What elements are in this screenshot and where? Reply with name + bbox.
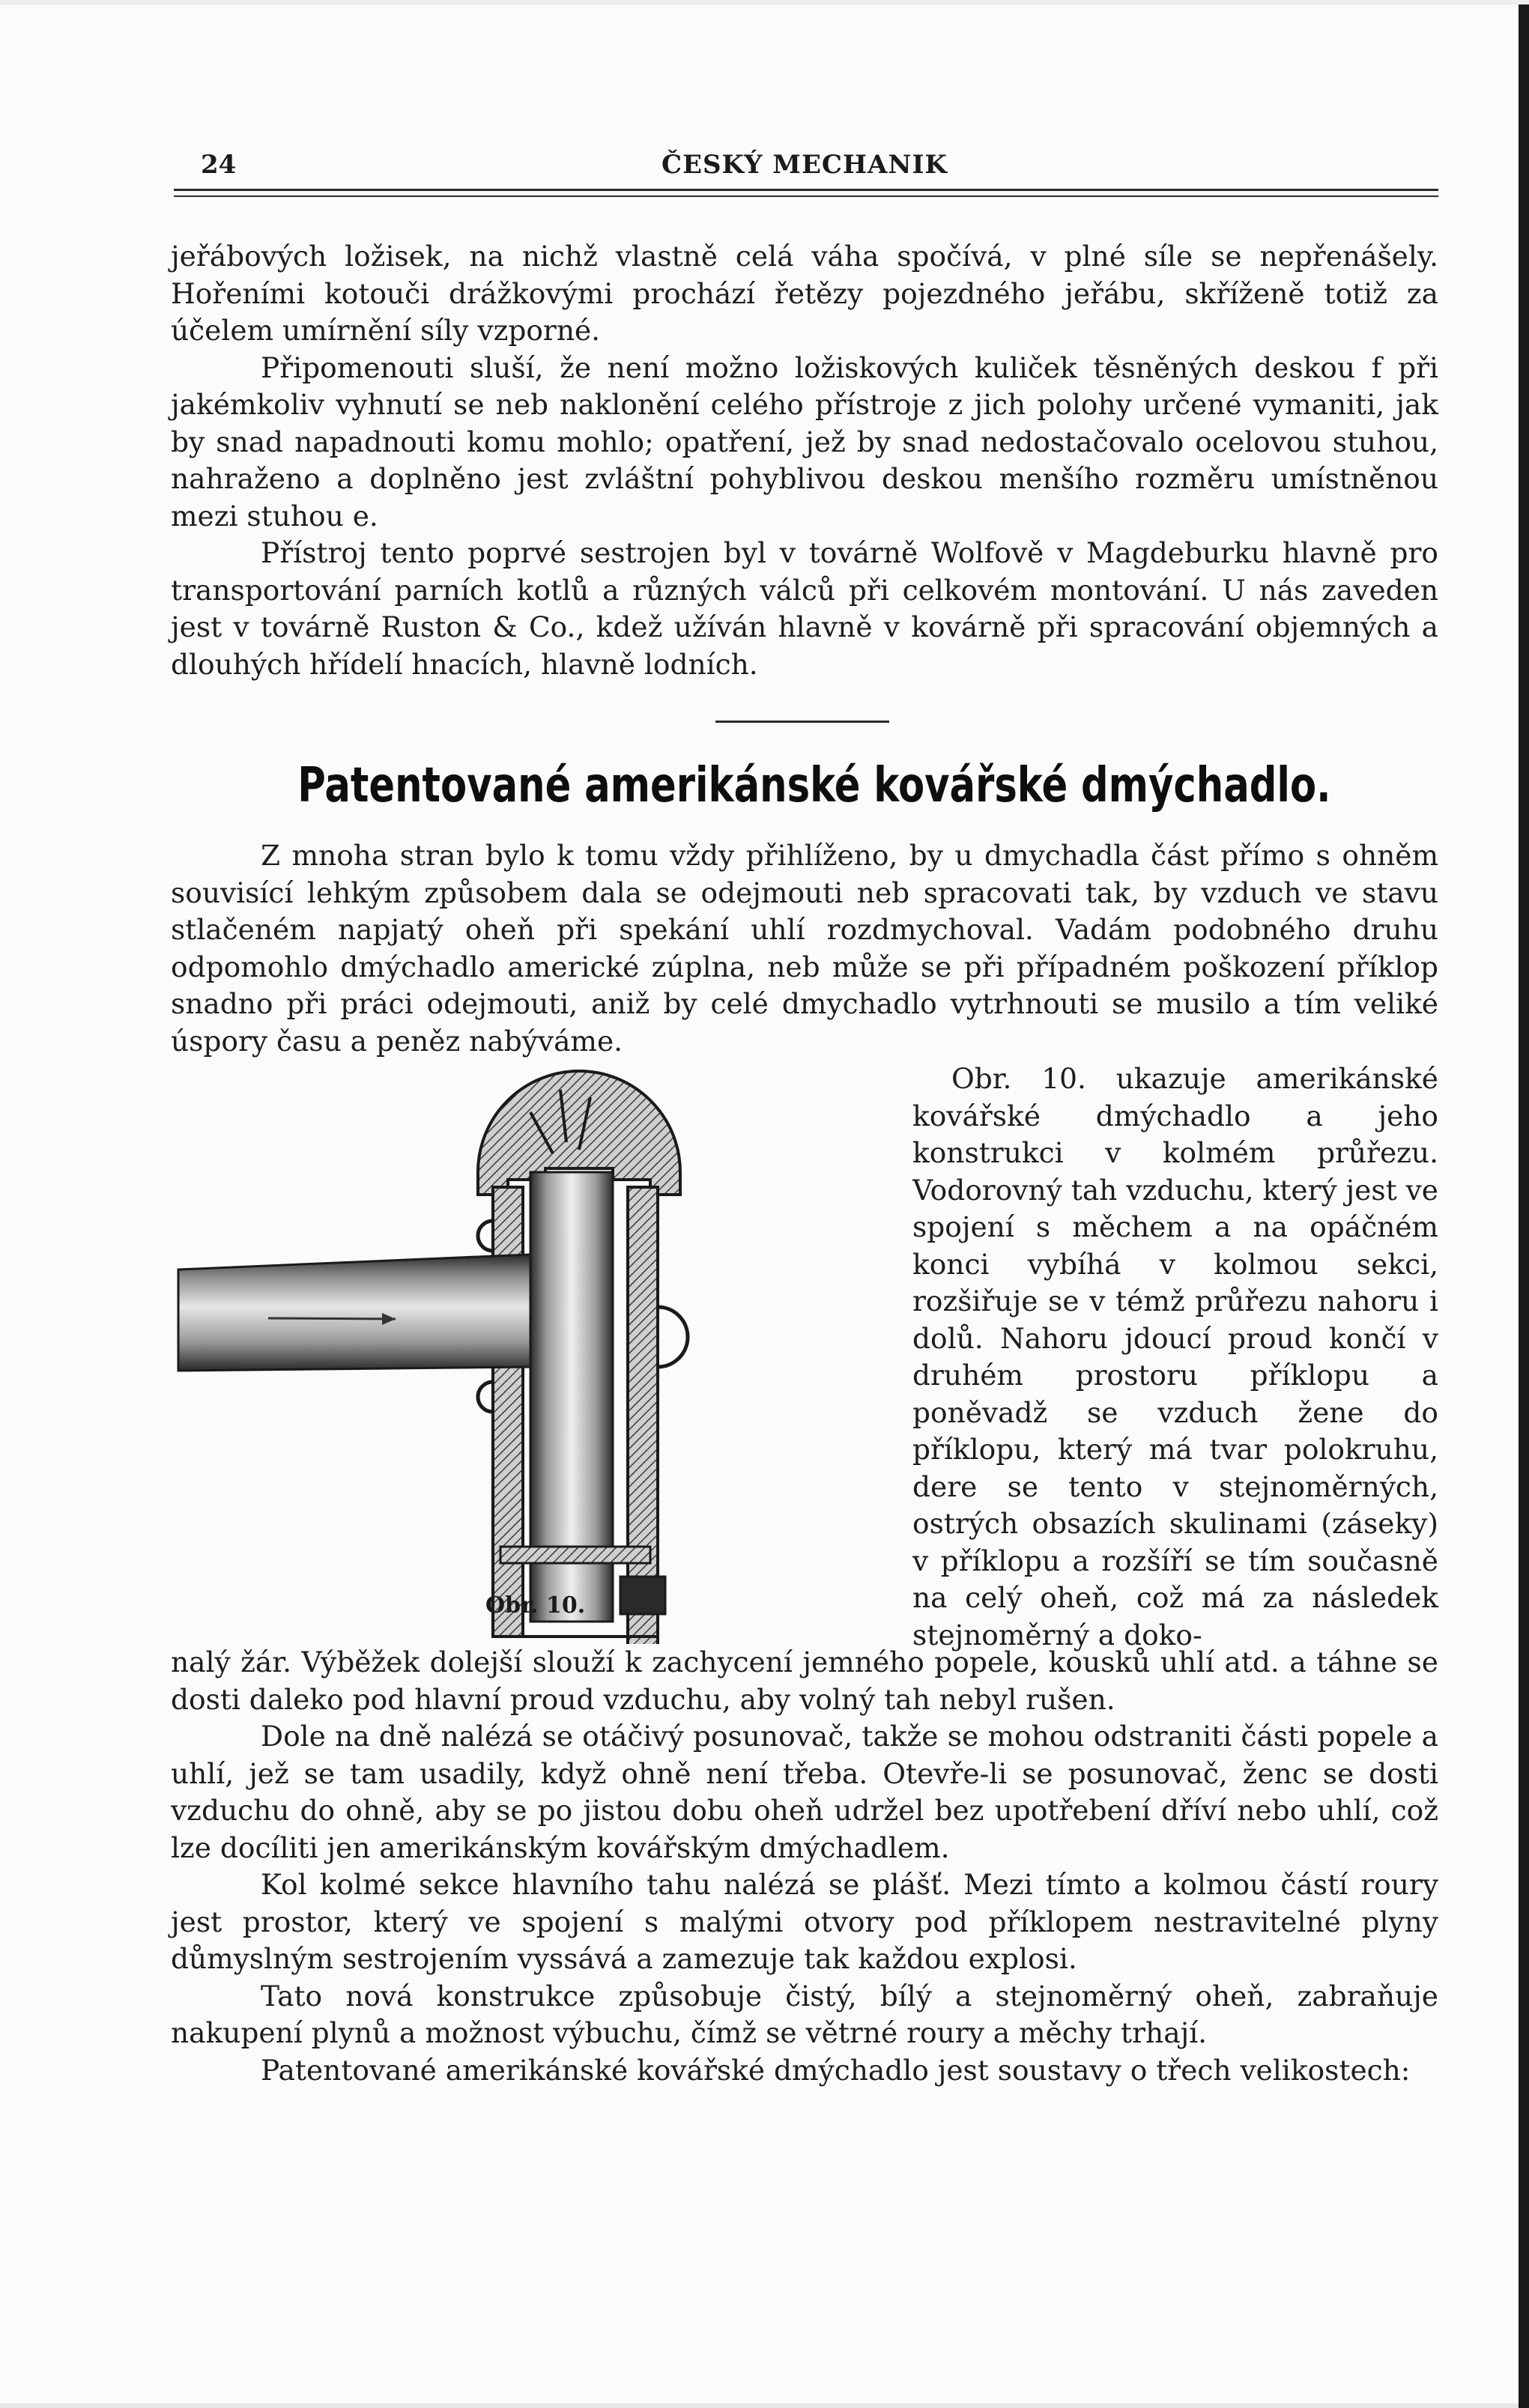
blower-cross-section-figure: [171, 1067, 905, 1644]
intro-paragraph-2: Připomenouti sluší, že není možno ložiskových kuliček těsněných deskou f při jakémkoliv vyhnutí se neb naklonění celého přístroje z jich polohy určené vymaniti, jak by snad napadnouti komu mohlo; opatření, jež by snad nedostačovalo ocelovou stuhou, nahraženo a doplněno jest zvláštní pohyblivou deskou menšího rozměru umístněnou mezi stuhou e.: [171, 351, 1438, 533]
article-paragraph-2-side: Obr. 10. ukazuje amerikánské kovářské dmýchadlo a jeho konstrukci v kolmém průřezu. Vodorovný tah vzduchu, který jest ve spojení s měchem a na opáčném konci vybíhá v kolmou sekci, rozšiřuje se v témž průřezu nahoru i dolů. Nahoru jdoucí proud končí v druhém prostoru příklopu a poněvadž se vzduch žene do příklopu, který má tvar polokruhu, dere se tento v stejnoměrných, ostrých obsazích skulinami (záseky) v příklopu a rozšíří se tím současně na celý oheň, což má za následek stejnoměrný a doko-: [912, 1062, 1438, 1652]
article-paragraph-5: Tato nová konstrukce způsobuje čistý, bílý a stejnoměrný oheň, zabraňuje nakupení plynů a možnost výbuchu, čímž se větrné roury a měchy trhají.: [171, 1979, 1438, 2049]
running-title: ČESKÝ MECHANIK: [661, 150, 948, 180]
page-number: 24: [201, 150, 237, 180]
page-top-edge: [0, 0, 1529, 4]
article-paragraph-4: Kol kolmé sekce hlavního tahu nalézá se plášť. Mezi tímto a kolmou částí roury jest prostor, který ve spojení s malými otvory pod příklopem nestravitelné plyny důmyslným sestrojením vyssává a zamezuje tak každou explosi.: [171, 1868, 1438, 1975]
article-paragraph-1-block: [171, 837, 1438, 1060]
intro-paragraph-1: jeřábových ložisek, na nichž vlastně celá váha spočívá, v plné síle se nepřenášely. Hořeními kotouči drážkovými prochází řetězy pojezdného jeřábu, skříženě totiž za účelem umírnění síly vzporné.: [171, 240, 1438, 347]
intro-paragraph-3: Přístroj tento poprvé sestrojen byl v továrně Wolfově v Magdeburku hlavně pro transportování parních kotlů a různých válců při celkovém montování. U nás zaveden jest v továrně Ruston & Co., kdež užíván hlavně v kovárně při spracování objemných a dlouhých hřídelí hnacích, hlavně lodních.: [171, 536, 1438, 681]
article-paragraph-3: Dole na dně nalézá se otáčivý posunovač, takže se mohou odstraniti části popele a uhlí, jež se tam usadily, když ohně není třeba. Otevře-li se posunovač, ženc se dosti vzduchu do ohně, aby se po jistou dobu oheň udržel bez upotřebení dříví nebo uhlí, což lze docíliti jen amerikánským kovářským dmýchadlem.: [171, 1720, 1438, 1864]
article-rest: [171, 1644, 1438, 2089]
header-rule-thin: [174, 195, 1438, 197]
article-paragraph-2-continuation: nalý žár. Výběžek dolejší slouží k zachycení jemného popele, kousků uhlí atd. a táhne se dosti daleko pod hlavní proud vzduchu, aby volný tah nebyl rušen.: [171, 1646, 1438, 1716]
article-paragraph-1: Z mnoha stran bylo k tomu vždy přihlíženo, by u dmychadla část přímo s ohněm souvisící lehkým způsobem dala se odejmouti neb spracovati tak, by vzduch ve stavu stlačeném napjatý oheň při spekání uhlí rozdmychoval. Vadám podobného druhu odpomohlo dmýchadlo americké zúplna, neb může se při případném poškození příklop snadno při práci odejmouti, aniž by celé dmychadlo vytrhnouti se musilo a tím veliké úspory času a peněz nabýváme.: [171, 839, 1438, 1058]
article-side-text: [912, 1061, 1438, 1654]
figure-caption: Obr. 10.: [485, 1592, 586, 1619]
intro-text: [171, 238, 1438, 683]
header-rule-thick: [174, 189, 1438, 191]
article-title: Patentované amerikánské kovářské dmýchadlo.: [297, 758, 1331, 813]
section-separator: [715, 721, 889, 723]
running-header: [171, 142, 1438, 187]
article-paragraph-6: Patentované amerikánské kovářské dmýchadlo jest soustavy o třech velikostech:: [261, 2053, 1411, 2087]
